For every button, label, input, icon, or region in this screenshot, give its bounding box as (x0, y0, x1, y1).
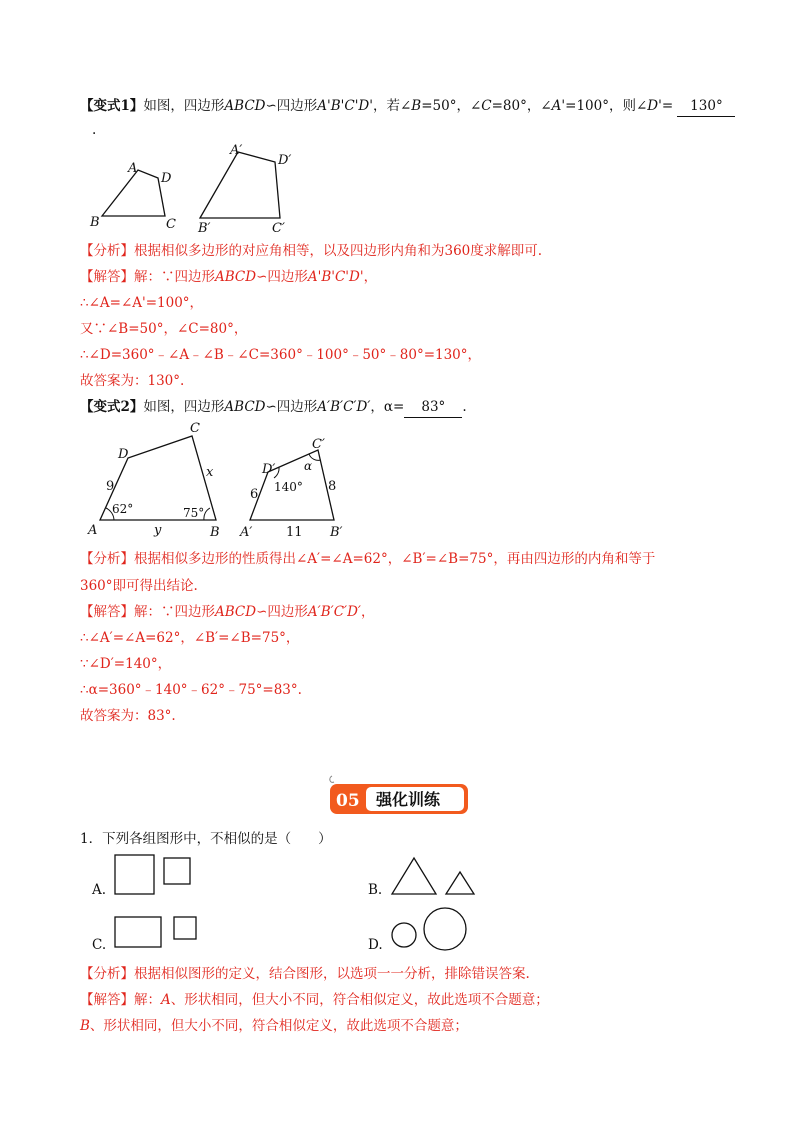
v2-sol-text: ABCD (215, 604, 257, 620)
v1-solution-2: ∴∠A=∠A'=100°， (80, 295, 204, 311)
v2-label-b2: B′ (330, 525, 343, 540)
v1-sol-text: ， (363, 269, 378, 285)
option-a-figure (114, 854, 194, 896)
v2-label-a: A (88, 523, 98, 538)
v2-text: A′B′C′D′ (317, 399, 371, 415)
v2-sol-text: A′B′C′D′ (307, 604, 361, 620)
q1-sol-text: A (161, 992, 171, 1008)
v1-sol-text: ABCD (215, 269, 257, 285)
v2-analysis-1: 【分析】根据相似多边形的性质得出∠A′=∠A=62°，∠B′=∠B=75°，再由四边形的内角和等于 (80, 551, 656, 567)
v2-label-140: 140° (274, 480, 303, 494)
v2-label-62: 62° (112, 502, 134, 516)
v1-text: =100°，则∠ (565, 98, 648, 114)
v1-sol-text: 【解答】解：∵四边形 (80, 269, 215, 285)
v2-sol-text: ∽四边形 (256, 604, 308, 620)
v1-text: B (411, 98, 422, 114)
q1-sol-text: 【解答】解： (80, 992, 161, 1008)
option-d: D. (368, 937, 383, 953)
v1-label-c: C (166, 217, 176, 232)
v1-text: A' (551, 98, 566, 114)
v1-tag: 【变式1】 (80, 98, 144, 114)
v2-solution-1 (80, 602, 374, 622)
v1-label-d2: D′ (278, 153, 292, 168)
banner-title: 强化训练 (376, 790, 441, 809)
v1-text: =80°，∠ (491, 98, 552, 114)
v1-solution-1 (80, 267, 377, 287)
v1-label-c2: C′ (272, 221, 285, 236)
v2-label-8: 8 (328, 479, 337, 494)
v1-text: A'B'C'D' (317, 98, 373, 114)
v1-text: D' (647, 98, 662, 114)
v2-label-d2: D′ (262, 462, 276, 477)
v2-solution-2: ∴∠A′=∠A=62°，∠B′=∠B=75°， (80, 630, 300, 646)
v2-label-11: 11 (286, 525, 303, 540)
option-d-figure (390, 905, 470, 953)
v2-label-y: y (154, 523, 162, 538)
v2-text: ，α= (370, 399, 405, 415)
v2-label-6: 6 (250, 487, 259, 502)
option-b-figure (390, 854, 480, 896)
section-banner (326, 772, 476, 818)
v2-label-c2: C′ (312, 437, 325, 452)
v1-text: ABCD (224, 98, 266, 114)
v1-text: =50°，∠ (421, 98, 482, 114)
option-b: B. (368, 882, 383, 898)
v2-answer: 83° (404, 397, 462, 418)
banner-number: 05 (336, 791, 360, 811)
v1-solution-3: 又∵∠B=50°，∠C=80°， (80, 321, 248, 337)
v2-sol-text: ， (360, 604, 375, 620)
v1-text: 如图，四边形 (143, 98, 225, 114)
v1-solution-5: 故答案为：130°. (80, 373, 185, 389)
v2-sol-text: 【解答】解：∵四边形 (80, 604, 215, 620)
v2-label-x: x (206, 465, 214, 480)
v1-answer: 130° (677, 96, 735, 117)
v1-analysis: 【分析】根据相似多边形的对应角相等，以及四边形内角和为360度求解即可. (80, 243, 543, 259)
v2-solution-5: 故答案为：83°. (80, 708, 176, 724)
v1-text: C (481, 98, 492, 114)
v1-solution-4: ∴∠D=360°﹣∠A﹣∠B﹣∠C=360°﹣100°﹣50°﹣80°=130°， (80, 347, 482, 363)
option-c-figure (114, 914, 204, 948)
q1-solution-1 (80, 990, 549, 1010)
v1-text: ∽四边形 (265, 98, 318, 114)
v2-label-9: 9 (106, 479, 115, 494)
v1-label-b2: B′ (198, 221, 211, 236)
v2-label-b: B (210, 525, 220, 540)
v2-solution-4: ∴α=360°﹣140°﹣62°﹣75°=83°. (80, 682, 302, 698)
v1-question (80, 96, 735, 117)
q1-stem: 1．下列各组图形中，不相似的是（ ） (80, 831, 332, 847)
v2-text: 如图，四边形 (143, 399, 225, 415)
q1-sol-text: 、形状相同，但大小不同，符合相似定义，故此选项不合题意； (170, 992, 549, 1008)
v2-label-alpha: α (304, 459, 313, 473)
q1-solution-2 (80, 1016, 468, 1036)
option-a: A. (92, 882, 107, 898)
v1-label-b: B (90, 215, 100, 230)
v1-figure (90, 140, 300, 240)
q1-analysis: 【分析】根据相似图形的定义，结合图形，以选项一一分析，排除错误答案. (80, 966, 530, 982)
q1-sol-text: 、形状相同，但大小不同，符合相似定义，故此选项不合题意； (89, 1018, 468, 1034)
v2-label-a2: A′ (240, 525, 253, 540)
v1-text: ，若∠ (372, 98, 412, 114)
v2-text: ABCD (224, 399, 266, 415)
v2-question (80, 397, 467, 418)
v2-figure (88, 420, 368, 545)
option-c: C. (92, 937, 107, 953)
v2-label-75: 75° (183, 506, 205, 520)
v1-sol-text: ∽四边形 (256, 269, 308, 285)
v2-analysis-2: 360°即可得出结论. (80, 578, 198, 594)
v1-text: = (661, 98, 674, 114)
v2-text: . (462, 399, 467, 415)
v1-label-a2: A′ (230, 143, 243, 158)
v2-label-d: D (118, 447, 129, 462)
q1-sol-text: B (80, 1018, 90, 1034)
v1-sol-text: A'B'C'D' (307, 269, 364, 285)
v1-dot: . (92, 122, 97, 138)
v2-tag: 【变式2】 (80, 399, 144, 415)
v1-label-a: A (128, 161, 138, 176)
v2-label-c: C (190, 421, 200, 436)
v2-text: ∽四边形 (265, 399, 318, 415)
v1-label-d: D (161, 171, 172, 186)
v2-solution-3: ∵∠D′=140°， (80, 656, 172, 672)
